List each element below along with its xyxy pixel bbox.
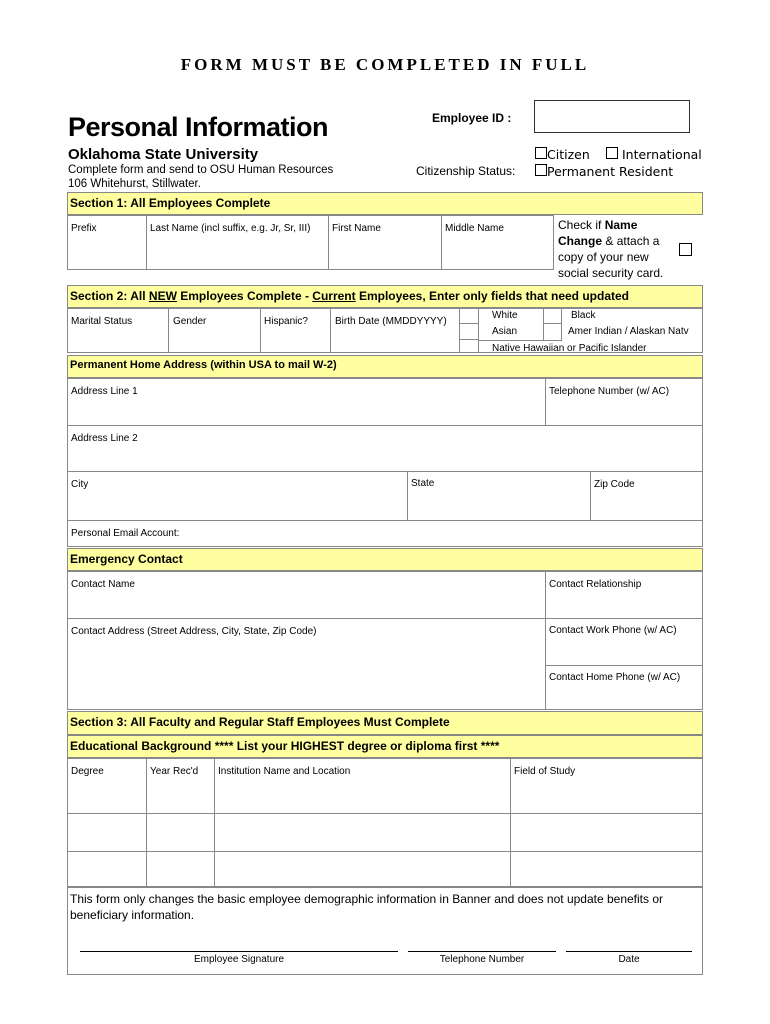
citizen-option[interactable]: [535, 147, 590, 162]
race-asian[interactable]: Asian: [492, 326, 518, 337]
race-black[interactable]: Black: [571, 310, 596, 321]
emergency-contact-header: Emergency Contact: [67, 548, 703, 571]
telephone-label: Telephone Number: [439, 954, 525, 965]
emergency-contact-block: [67, 571, 703, 710]
permanent-resident-label: Permanent Resident: [547, 164, 674, 179]
state-field[interactable]: State: [411, 478, 435, 489]
section-2-demographics-row: [67, 308, 703, 353]
international-checkbox[interactable]: [606, 147, 618, 159]
contact-relationship-field[interactable]: Contact Relationship: [549, 579, 642, 590]
citizen-checkbox[interactable]: [535, 147, 547, 159]
employee-id-field[interactable]: [534, 100, 690, 133]
name-change-note: Check if Name Change & attach a copy of your new social security card.: [558, 218, 664, 280]
year-received-column[interactable]: Year Rec'd: [150, 766, 199, 777]
permanent-resident-option[interactable]: [535, 164, 673, 179]
city-field[interactable]: City: [71, 479, 89, 490]
prefix-field[interactable]: Prefix: [71, 223, 97, 234]
signature-line[interactable]: [80, 951, 398, 952]
first-name-field[interactable]: First Name: [332, 223, 381, 234]
permanent-resident-checkbox[interactable]: [535, 164, 547, 176]
university-name: Oklahoma State University: [68, 146, 259, 163]
race-native-hawaiian[interactable]: Native Hawaiian or Pacific Islander: [492, 343, 647, 354]
international-option[interactable]: [606, 147, 702, 162]
marital-status-field[interactable]: Marital Status: [71, 316, 133, 327]
degree-column[interactable]: Degree: [71, 766, 104, 777]
contact-work-phone-field[interactable]: Contact Work Phone (w/ AC): [549, 625, 677, 636]
signature-label: Employee Signature: [193, 954, 285, 965]
address-line-1-field[interactable]: Address Line 1: [71, 386, 138, 397]
citizenship-label: Citizenship Status:: [416, 164, 516, 178]
education-table: [67, 758, 703, 887]
citizen-label: Citizen: [547, 147, 590, 162]
race-white[interactable]: White: [492, 310, 518, 321]
educational-background-header: Educational Background **** List your HIGHEST degree or diploma first ****: [67, 735, 703, 758]
section-2-header: Section 2: All NEW Employees Complete - Current Employees, Enter only fields that need updated: [67, 285, 703, 308]
employee-id-label: Employee ID :: [432, 111, 512, 125]
instructions-line-2: 106 Whitehurst, Stillwater.: [68, 178, 201, 190]
address-header: Permanent Home Address (within USA to mail W-2): [67, 355, 703, 378]
section-3-header: Section 3: All Faculty and Regular Staff Employees Must Complete: [67, 711, 703, 735]
section-1-header: Section 1: All Employees Complete: [67, 192, 703, 215]
telephone-line[interactable]: [408, 951, 556, 952]
last-name-field[interactable]: Last Name (incl suffix, e.g. Jr, Sr, III): [150, 223, 311, 234]
international-label: International: [621, 147, 702, 162]
race-checkbox-column[interactable]: [543, 309, 562, 340]
page-title: Personal Information: [68, 112, 329, 142]
date-label: Date: [618, 954, 640, 965]
telephone-field[interactable]: Telephone Number (w/ AC): [549, 386, 670, 397]
race-amer-indian[interactable]: Amer Indian / Alaskan Natv: [568, 326, 689, 337]
form-banner: FORM MUST BE COMPLETED IN FULL: [180, 55, 590, 74]
field-of-study-column[interactable]: Field of Study: [514, 766, 576, 777]
gender-field[interactable]: Gender: [173, 316, 207, 327]
zip-code-field[interactable]: Zip Code: [594, 479, 635, 490]
footer-block: [67, 887, 703, 975]
footer-note: This form only changes the basic employee demographic information in Banner and does not update benefits or beneficiary information.: [70, 892, 664, 922]
contact-address-field[interactable]: Contact Address (Street Address, City, State, Zip Code): [71, 626, 317, 637]
middle-name-field[interactable]: Middle Name: [445, 223, 504, 234]
instructions-line-1: Complete form and send to OSU Human Resources: [68, 164, 334, 176]
contact-home-phone-field[interactable]: Contact Home Phone (w/ AC): [549, 672, 681, 683]
birth-date-field[interactable]: Birth Date (MMDDYYYY): [335, 316, 447, 327]
name-change-checkbox[interactable]: [679, 243, 692, 256]
address-line-2-field[interactable]: Address Line 2: [71, 433, 138, 444]
address-block: [67, 378, 703, 547]
date-line[interactable]: [566, 951, 692, 952]
institution-column[interactable]: Institution Name and Location: [218, 766, 351, 777]
section-1-name-row: [67, 215, 554, 270]
hispanic-field[interactable]: Hispanic?: [264, 316, 308, 327]
personal-email-field[interactable]: Personal Email Account:: [71, 528, 180, 539]
contact-name-field[interactable]: Contact Name: [71, 579, 135, 590]
